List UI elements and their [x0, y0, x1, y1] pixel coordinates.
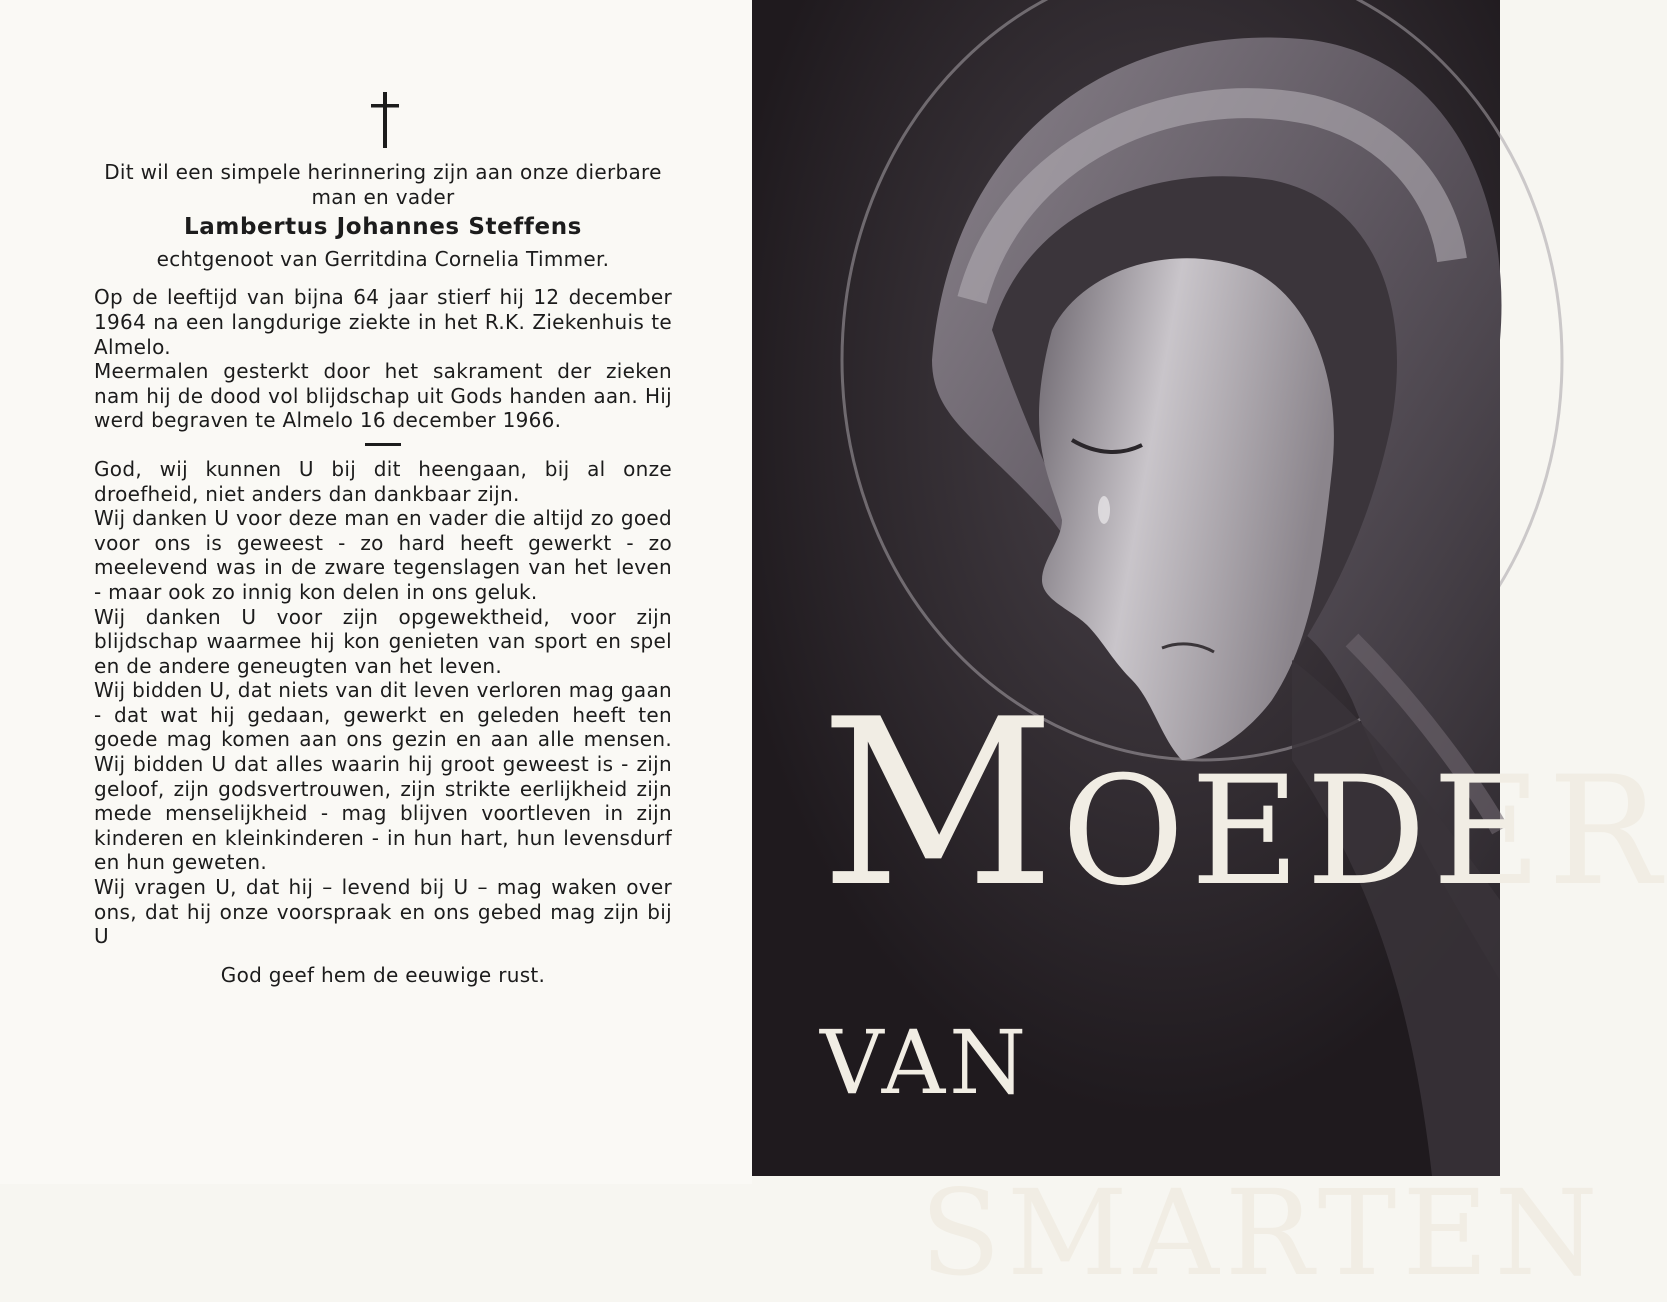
- title-initial: M: [820, 671, 1062, 938]
- closing-line: God geef hem de eeuwige rust.: [220, 962, 546, 987]
- memorial-text: [94, 160, 672, 987]
- title-line-1: [820, 671, 1667, 1168]
- title-line-2: SMARTEN: [920, 1164, 1604, 1302]
- intro-text: Dit wil een simpele herinnering zijn aan onze dierbare man en vader: [104, 160, 662, 209]
- deceased-name: Lambertus Johannes Steffens: [184, 214, 582, 241]
- title-word: OEDER: [1061, 745, 1667, 919]
- title-small-word: VAN: [820, 1011, 1031, 1114]
- prayer-paragraph: Wij vragen U, dat hij – levend bij U – mag waken over ons, dat hij onze voorspraak en ons gebed mag zijn bij U: [94, 875, 672, 949]
- prayer-paragraph: Wij danken U voor deze man en vader die altijd zo goed voor ons is geweest - zo hard heeft gewerkt - zo meelevend was in de zware tegenslagen van het leven - maar ook zo innig kon delen in ons geluk.: [94, 506, 672, 604]
- text-page: [0, 0, 752, 1184]
- death-paragraph: Op de leeftijd van bijna 64 jaar stierf hij 12 december 1964 na een langdurige ziekte in het R.K. Ziekenhuis te Almelo.: [94, 285, 672, 359]
- cross-icon: [365, 90, 405, 150]
- prayer-paragraph: God, wij kunnen U bij dit heengaan, bij al onze droefheid, niet anders dan dankbaar zijn.: [94, 456, 672, 506]
- image-title: [820, 671, 1667, 1302]
- divider: [365, 443, 401, 446]
- prayer-paragraph: Wij danken U voor zijn opgewektheid, voor zijn blijdschap waarmee hij kon genieten van sport en spel en de andere geneugten van het leven.: [94, 604, 672, 678]
- spouse-line: echtgenoot van Gerritdina Cornelia Timmer.: [156, 246, 610, 271]
- prayer-paragraph: Wij bidden U, dat niets van dit leven verloren mag gaan - dat wat hij gedaan, gewerkt en geleden heeft ten goede mag komen aan ons gezin en aan alle mensen. Wij bidden U dat alles waarin hij groot geweest is - zijn geloof, zijn godsvertrouwen, zijn strikte eerlijkheid zijn mede menselijkheid - mag blijven voortleven in zijn kinderen en kleinkinderen - in hun hart, hun levensdurf en hun geweten.: [94, 678, 672, 875]
- sacrament-paragraph: Meermalen gesterkt door het sakrament der zieken nam hij de dood vol blijdschap uit Gods handen aan. Hij werd begraven te Almelo 16 december 1966.: [94, 359, 672, 433]
